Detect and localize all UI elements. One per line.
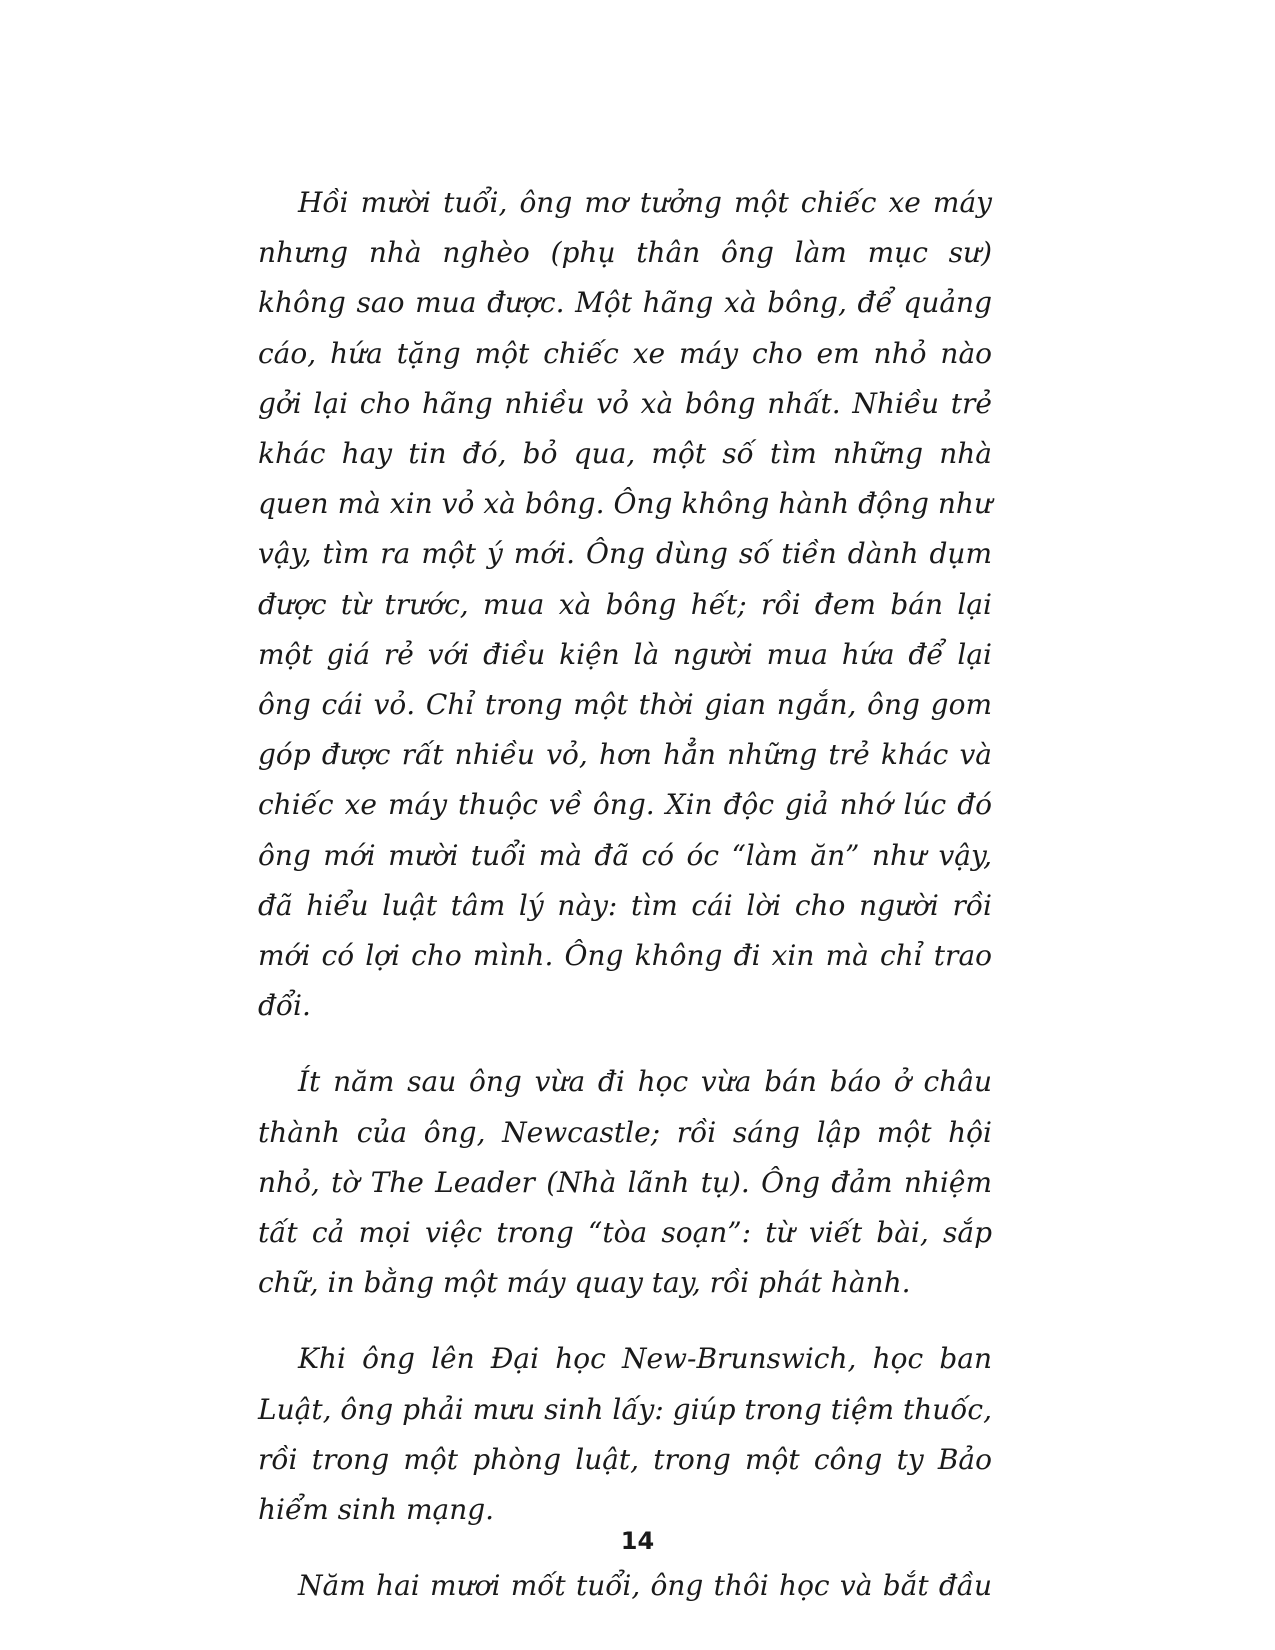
paragraph-4: Năm hai mươi mốt tuổi, ông thôi học và bắt đầu xyxy=(298,1569,992,1603)
page-number: 14 xyxy=(620,1527,655,1555)
paragraph-2: Ít năm sau ông vừa đi học vừa bán báo ở châu thành của ông, Newcastle; rồi sáng lập một hội nhỏ, tờ The Leader (Nhà lãnh tụ). Ông đảm nhiệm tất cả mọi việc trong “tòa soạn”: từ viết bài, sắp chữ, in bằng một máy quay tay, rồi phát hành. xyxy=(258,1065,992,1300)
paragraph-3: Khi ông lên Đại học New-Brunswich, học ban Luật, ông phải mưu sinh lấy: giúp trong tiệm thuốc, rồi trong một phòng luật, trong một công ty Bảo hiểm sinh mạng. xyxy=(258,1342,993,1527)
page-body xyxy=(258,178,992,1611)
paragraph-1: Hồi mười tuổi, ông mơ tưởng một chiếc xe máy nhưng nhà nghèo (phụ thân ông làm mục sư) không sao mua được. Một hãng xà bông, để quảng cáo, hứa tặng một chiếc xe máy cho em nhỏ nào gởi lại cho hãng nhiều vỏ xà bông nhất. Nhiều trẻ khác hay tin đó, bỏ qua, một số tìm những nhà quen mà xin vỏ xà bông. Ông không hành động như vậy, tìm ra một ý mới. Ông dùng số tiền dành dụm được từ trước, mua xà bông hết; rồi đem bán lại một giá rẻ với điều kiện là người mua hứa để lại ông cái vỏ. Chỉ trong một thời gian ngắn, ông gom góp được rất nhiều vỏ, hơn hẳn những trẻ khác và chiếc xe máy thuộc về ông. Xin độc giả nhớ lúc đó ông mới mười tuổi mà đã có óc “làm ăn” như vậy, đã hiểu luật tâm lý này: tìm cái lời cho người rồi mới có lợi cho mình. Ông không đi xin mà chỉ trao đổi. xyxy=(258,186,992,1023)
